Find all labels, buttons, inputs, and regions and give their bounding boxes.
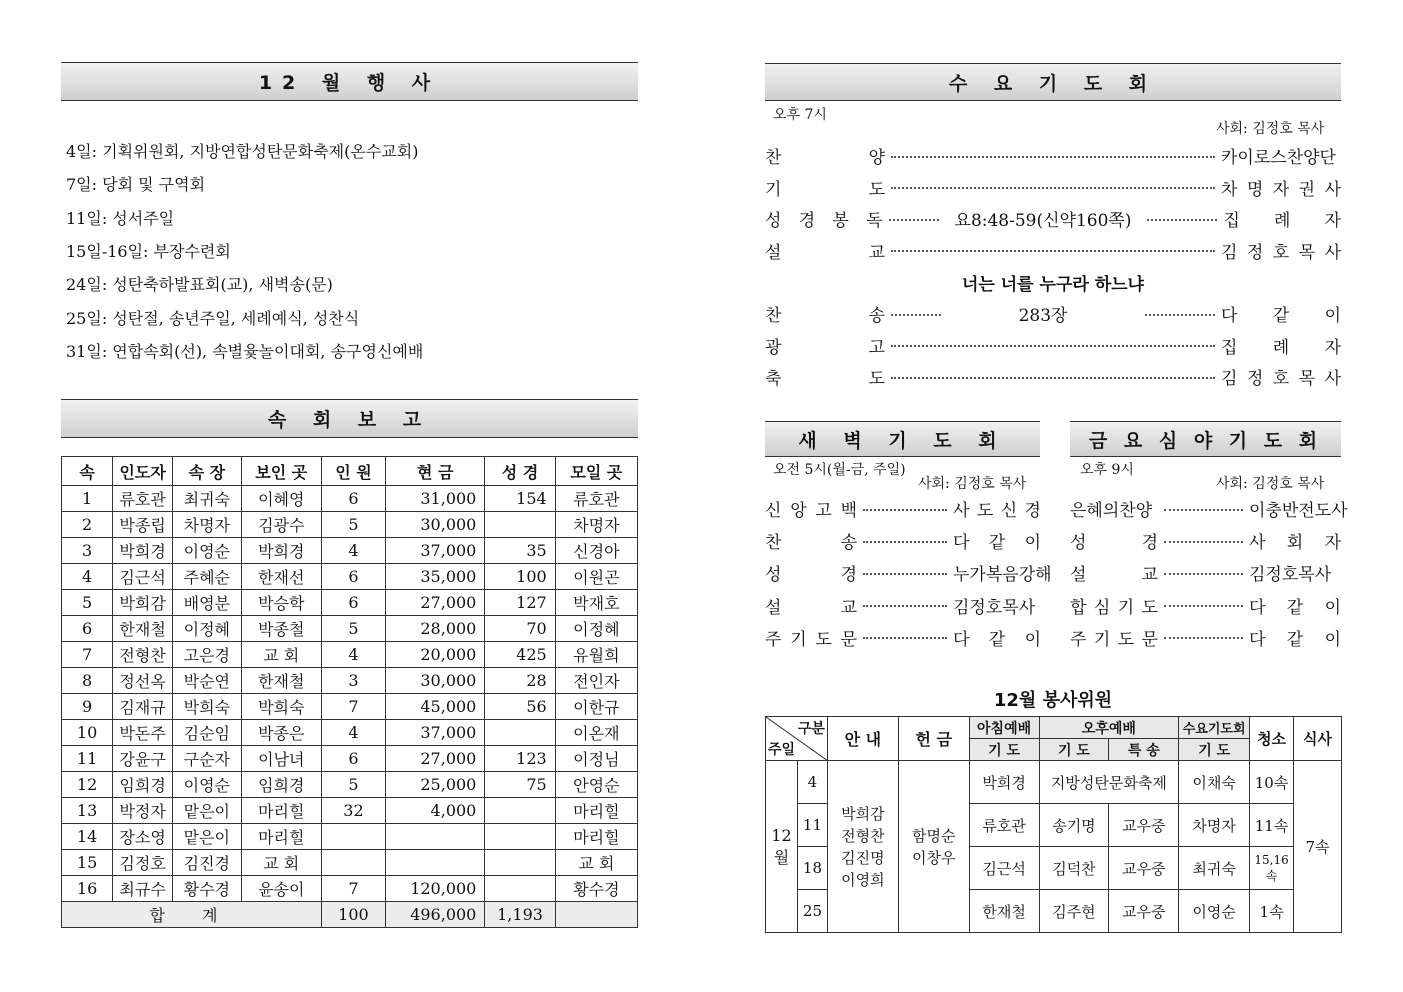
order-item: 성 경 bbox=[765, 565, 857, 586]
afternoon-prayer-cell: 김주현 bbox=[1039, 890, 1109, 933]
table-cell bbox=[485, 876, 555, 902]
order-item: 주 기 도 문 bbox=[765, 629, 857, 650]
table-cell: 3 bbox=[321, 668, 385, 694]
table-cell: 이영순 bbox=[173, 538, 242, 564]
table-cell: 박재호 bbox=[555, 590, 637, 616]
order-who: 김 정 호 목 사 bbox=[1221, 242, 1341, 263]
day-cell: 4 bbox=[797, 761, 827, 804]
dot-leader bbox=[1164, 509, 1243, 511]
table-cell: 김정호 bbox=[113, 850, 173, 876]
offering-cell: 함명순 이창우 bbox=[898, 761, 969, 933]
events-header-text: 12 월 행 사 bbox=[258, 72, 441, 94]
column-header: 모일 곳 bbox=[555, 457, 637, 486]
dawn-leader: 사회: 김정호 목사 bbox=[918, 476, 1027, 492]
event-item: 7일: 당회 및 구역회 bbox=[66, 175, 206, 195]
table-cell: 35,000 bbox=[386, 564, 485, 590]
table-cell: 14 bbox=[62, 824, 113, 850]
column-header: 속 bbox=[62, 457, 113, 486]
morning-prayer-cell: 류호관 bbox=[969, 804, 1039, 847]
order-line bbox=[765, 560, 1052, 586]
order-line bbox=[1070, 593, 1341, 618]
table-cell: 5 bbox=[321, 772, 385, 798]
total-label: 합 계 bbox=[62, 902, 322, 928]
table-cell: 70 bbox=[485, 616, 555, 642]
order-line bbox=[765, 364, 1341, 389]
wed-prayer-cell: 최귀숙 bbox=[1179, 847, 1250, 890]
order-line bbox=[1070, 496, 1348, 521]
clean-header: 청소 bbox=[1250, 717, 1294, 761]
table-cell: 맡은이 bbox=[173, 798, 242, 824]
table-cell: 정선옥 bbox=[113, 668, 173, 694]
table-row bbox=[62, 798, 638, 824]
order-who: 김 정 호 목 사 bbox=[1221, 369, 1341, 389]
table-cell: 123 bbox=[485, 746, 555, 772]
table-cell: 박희숙 bbox=[173, 694, 242, 720]
order-who: 집 례 자 bbox=[1221, 337, 1341, 358]
table-row bbox=[62, 616, 638, 642]
total-empty bbox=[555, 902, 637, 928]
order-item: 합 심 기 도 bbox=[1070, 597, 1158, 618]
order-item: 성 경 봉 독 bbox=[765, 211, 883, 231]
column-header: 성 경 bbox=[485, 457, 555, 486]
table-cell: 마리힐 bbox=[555, 824, 637, 850]
order-item: 광 고 bbox=[765, 337, 885, 358]
table-cell: 30,000 bbox=[386, 668, 485, 694]
table-cell: 12 bbox=[62, 772, 113, 798]
table-cell: 이정혜 bbox=[555, 616, 637, 642]
table-cell: 이남녀 bbox=[241, 746, 321, 772]
table-cell: 4 bbox=[62, 564, 113, 590]
order-line bbox=[765, 625, 1041, 650]
morning-header: 아침예배 bbox=[969, 717, 1039, 739]
events-header bbox=[61, 62, 638, 101]
table-cell: 37,000 bbox=[386, 538, 485, 564]
cell-report-header-row bbox=[62, 457, 638, 486]
table-cell: 맡은이 bbox=[173, 824, 242, 850]
column-header: 인도자 bbox=[113, 457, 173, 486]
dot-leader bbox=[863, 605, 947, 607]
table-cell: 20,000 bbox=[386, 642, 485, 668]
table-cell: 박순연 bbox=[173, 668, 242, 694]
friday-leader: 사회: 김정호 목사 bbox=[1216, 476, 1325, 492]
table-cell: 마리힐 bbox=[241, 798, 321, 824]
order-item: 신 앙 고 백 bbox=[765, 501, 857, 521]
order-item: 축 도 bbox=[765, 369, 885, 389]
order-line bbox=[765, 496, 1041, 521]
dot-leader bbox=[891, 377, 1215, 379]
order-who: 사 도 신 경 bbox=[953, 501, 1041, 521]
cell-report-header-text: 속 회 보 고 bbox=[267, 409, 432, 431]
table-cell: 임희경 bbox=[241, 772, 321, 798]
table-cell: 425 bbox=[485, 642, 555, 668]
order-line bbox=[765, 301, 1341, 326]
friday-header bbox=[1070, 421, 1341, 457]
table-cell: 27,000 bbox=[386, 746, 485, 772]
dot-leader bbox=[889, 219, 939, 221]
order-item: 설 교 bbox=[765, 597, 857, 618]
table-cell: 박승학 bbox=[241, 590, 321, 616]
table-row bbox=[62, 642, 638, 668]
table-cell: 박희숙 bbox=[241, 694, 321, 720]
table-cell: 한재철 bbox=[241, 668, 321, 694]
gubun-corner bbox=[766, 717, 828, 761]
order-who: 집 례 자 bbox=[1223, 211, 1341, 231]
table-row bbox=[62, 850, 638, 876]
month-cell: 12 월 bbox=[766, 761, 798, 933]
table-cell: 31,000 bbox=[386, 486, 485, 512]
morning-prayer-cell: 김근석 bbox=[969, 847, 1039, 890]
table-cell: 4 bbox=[321, 642, 385, 668]
table-cell: 한재선 bbox=[241, 564, 321, 590]
table-cell: 고은경 bbox=[173, 642, 242, 668]
clean-cell: 1속 bbox=[1250, 890, 1294, 933]
friday-header-text: 금 요 심 야 기 도 회 bbox=[1088, 429, 1323, 452]
wed-prayer-cell: 이채숙 bbox=[1179, 761, 1250, 804]
table-cell: 4 bbox=[321, 720, 385, 746]
meal-header: 식사 bbox=[1294, 717, 1342, 761]
table-row bbox=[62, 720, 638, 746]
table-cell: 6 bbox=[321, 486, 385, 512]
table-cell: 임희경 bbox=[113, 772, 173, 798]
order-who: 다 같 이 bbox=[1249, 597, 1341, 618]
table-cell: 전인자 bbox=[555, 668, 637, 694]
order-item: 성 경 bbox=[1070, 533, 1158, 554]
table-cell: 류호관 bbox=[113, 486, 173, 512]
table-cell: 4,000 bbox=[386, 798, 485, 824]
table-cell: 주혜순 bbox=[173, 564, 242, 590]
dot-leader bbox=[1147, 219, 1217, 221]
afternoon-prayer-cell: 김덕찬 bbox=[1039, 847, 1109, 890]
table-cell: 마리힐 bbox=[241, 824, 321, 850]
dot-leader bbox=[1164, 573, 1243, 575]
table-cell: 30,000 bbox=[386, 512, 485, 538]
table-row bbox=[62, 564, 638, 590]
table-cell: 11 bbox=[62, 746, 113, 772]
table-cell: 박정자 bbox=[113, 798, 173, 824]
cell-report-header bbox=[61, 399, 638, 438]
table-cell: 박돈주 bbox=[113, 720, 173, 746]
table-cell: 강윤구 bbox=[113, 746, 173, 772]
morning-prayer-cell: 박희경 bbox=[969, 761, 1039, 804]
juil-label: 주일 bbox=[768, 742, 796, 758]
table-row bbox=[62, 486, 638, 512]
table-cell: 120,000 bbox=[386, 876, 485, 902]
table-cell bbox=[485, 720, 555, 746]
column-header: 인 원 bbox=[321, 457, 385, 486]
table-row bbox=[62, 590, 638, 616]
table-cell: 교 회 bbox=[241, 850, 321, 876]
wed-prayer-header: 기 도 bbox=[1179, 739, 1250, 761]
table-cell: 13 bbox=[62, 798, 113, 824]
wed-prayer-cell: 차명자 bbox=[1179, 804, 1250, 847]
event-item: 4일: 기획위원회, 지방연합성탄문화축제(온수교회) bbox=[66, 142, 419, 161]
order-line bbox=[765, 206, 1341, 231]
wednesday-header-text: 수 요 기 도 회 bbox=[948, 72, 1158, 95]
table-cell: 이한규 bbox=[555, 694, 637, 720]
wednesday-leader: 사회: 김정호 목사 bbox=[1216, 121, 1325, 137]
wed-header: 수요기도회 bbox=[1179, 717, 1250, 739]
afternoon-prayer-cell: 송기명 bbox=[1039, 804, 1109, 847]
order-item: 은혜의찬양 bbox=[1070, 501, 1153, 521]
dot-leader bbox=[863, 541, 947, 543]
table-cell: 김근석 bbox=[113, 564, 173, 590]
table-cell bbox=[485, 798, 555, 824]
order-who: 다 같 이 bbox=[1249, 629, 1341, 650]
table-cell: 한재철 bbox=[113, 616, 173, 642]
table-cell bbox=[321, 850, 385, 876]
dot-leader bbox=[891, 314, 941, 316]
table-cell bbox=[386, 850, 485, 876]
wednesday-time: 오후 7시 bbox=[773, 107, 827, 123]
table-cell: 8 bbox=[62, 668, 113, 694]
table-cell: 16 bbox=[62, 876, 113, 902]
table-cell: 황수경 bbox=[555, 876, 637, 902]
clean-cell: 15,16속 bbox=[1250, 847, 1294, 890]
table-row bbox=[62, 694, 638, 720]
special-song-cell: 교우중 bbox=[1109, 890, 1179, 933]
friday-time: 오후 9시 bbox=[1080, 462, 1134, 478]
order-who: 차 명 자 권 사 bbox=[1221, 179, 1341, 200]
table-cell: 김순임 bbox=[173, 720, 242, 746]
morning-prayer-header: 기 도 bbox=[969, 739, 1039, 761]
table-row bbox=[62, 746, 638, 772]
order-mid: 283장 bbox=[1018, 306, 1068, 326]
table-row bbox=[62, 538, 638, 564]
table-cell: 김광수 bbox=[241, 512, 321, 538]
table-cell: 1 bbox=[62, 486, 113, 512]
table-cell: 차명자 bbox=[555, 512, 637, 538]
order-line bbox=[1070, 625, 1341, 650]
table-cell: 황수경 bbox=[173, 876, 242, 902]
total-row bbox=[62, 902, 638, 928]
total-bible: 1,193 bbox=[485, 902, 555, 928]
table-cell: 28 bbox=[485, 668, 555, 694]
order-line bbox=[765, 528, 1041, 553]
table-cell: 류호관 bbox=[555, 486, 637, 512]
table-cell: 박종립 bbox=[113, 512, 173, 538]
table-cell: 안영순 bbox=[555, 772, 637, 798]
cell-report-table bbox=[61, 456, 638, 928]
table-cell: 박종은 bbox=[241, 720, 321, 746]
table-row bbox=[62, 668, 638, 694]
table-cell: 25,000 bbox=[386, 772, 485, 798]
table-cell: 5 bbox=[62, 590, 113, 616]
order-line bbox=[765, 593, 1041, 618]
total-money: 496,000 bbox=[386, 902, 485, 928]
dot-leader bbox=[891, 345, 1215, 347]
afternoon-prayer-header: 기 도 bbox=[1039, 739, 1109, 761]
special-song-cell: 교우중 bbox=[1109, 804, 1179, 847]
table-cell: 7 bbox=[321, 876, 385, 902]
table-cell: 3 bbox=[62, 538, 113, 564]
order-item: 주 기 도 문 bbox=[1070, 629, 1158, 650]
guide-header: 안 내 bbox=[827, 717, 898, 761]
dot-leader bbox=[1164, 637, 1243, 639]
table-cell: 이영순 bbox=[173, 772, 242, 798]
table-cell: 27,000 bbox=[386, 590, 485, 616]
order-line bbox=[765, 333, 1341, 358]
dawn-time: 오전 5시(월-금, 주일) bbox=[773, 462, 906, 478]
table-cell bbox=[485, 824, 555, 850]
table-cell: 박희감 bbox=[113, 590, 173, 616]
table-cell: 35 bbox=[485, 538, 555, 564]
service-table bbox=[765, 716, 1342, 933]
table-cell bbox=[321, 824, 385, 850]
table-cell: 이원곤 bbox=[555, 564, 637, 590]
table-cell: 100 bbox=[485, 564, 555, 590]
day-cell: 18 bbox=[797, 847, 827, 890]
table-cell: 6 bbox=[321, 746, 385, 772]
table-cell: 2 bbox=[62, 512, 113, 538]
order-line bbox=[765, 143, 1341, 168]
order-who: 이충반전도사 bbox=[1249, 501, 1348, 521]
table-cell: 김진경 bbox=[173, 850, 242, 876]
order-who: 사 회 자 bbox=[1249, 533, 1341, 554]
dot-leader bbox=[891, 250, 1215, 252]
order-line bbox=[1070, 528, 1341, 553]
table-cell: 7 bbox=[62, 642, 113, 668]
table-cell: 9 bbox=[62, 694, 113, 720]
table-cell: 이혜영 bbox=[241, 486, 321, 512]
order-line bbox=[1070, 560, 1341, 585]
table-cell: 마리힐 bbox=[555, 798, 637, 824]
order-line bbox=[765, 238, 1341, 263]
order-item: 찬 송 bbox=[765, 533, 857, 554]
table-cell: 127 bbox=[485, 590, 555, 616]
wed-prayer-cell: 이영순 bbox=[1179, 890, 1250, 933]
table-cell: 5 bbox=[321, 512, 385, 538]
table-cell: 최귀숙 bbox=[173, 486, 242, 512]
gubun-label: 구분 bbox=[797, 721, 825, 737]
order-line bbox=[765, 175, 1341, 200]
order-who: 누가복음강해 bbox=[953, 565, 1052, 586]
morning-prayer-cell: 한재철 bbox=[969, 890, 1039, 933]
table-cell: 박희경 bbox=[241, 538, 321, 564]
table-cell: 6 bbox=[321, 564, 385, 590]
table-cell: 구순자 bbox=[173, 746, 242, 772]
table-cell: 6 bbox=[62, 616, 113, 642]
event-item: 24일: 성탄축하발표회(교), 새벽송(문) bbox=[66, 275, 333, 295]
table-cell: 유월희 bbox=[555, 642, 637, 668]
order-who: 다 같 이 bbox=[953, 533, 1041, 554]
dot-leader bbox=[891, 187, 1215, 189]
order-who: 김정호목사 bbox=[1249, 565, 1332, 586]
order-item: 설 교 bbox=[1070, 565, 1158, 586]
wednesday-header bbox=[765, 63, 1341, 101]
dot-leader bbox=[1164, 605, 1243, 607]
afternoon-span-cell: 지방성탄문화축제 bbox=[1039, 761, 1179, 804]
table-cell bbox=[386, 824, 485, 850]
dot-leader bbox=[891, 156, 1215, 158]
service-title: 12월 봉사위원 bbox=[993, 690, 1113, 711]
dot-leader bbox=[863, 573, 947, 575]
table-cell: 4 bbox=[321, 538, 385, 564]
table-cell: 32 bbox=[321, 798, 385, 824]
dawn-header bbox=[765, 421, 1040, 457]
order-who: 다 같 이 bbox=[953, 629, 1041, 650]
order-item: 찬 송 bbox=[765, 306, 885, 326]
order-item: 찬 양 bbox=[765, 148, 885, 168]
table-cell: 최규수 bbox=[113, 876, 173, 902]
table-cell: 장소영 bbox=[113, 824, 173, 850]
sermon-title: 너는 너를 누구라 하느냐 bbox=[962, 275, 1144, 295]
table-cell: 박종철 bbox=[241, 616, 321, 642]
table-cell: 신경아 bbox=[555, 538, 637, 564]
table-row bbox=[62, 876, 638, 902]
day-cell: 25 bbox=[797, 890, 827, 933]
order-who: 카이로스찬양단 bbox=[1221, 148, 1336, 168]
offering-header: 헌 금 bbox=[898, 717, 969, 761]
event-item: 31일: 연합속회(선), 속별윷놀이대회, 송구영신예배 bbox=[66, 341, 424, 361]
meal-cell: 7속 bbox=[1294, 761, 1342, 933]
order-item: 기 도 bbox=[765, 179, 885, 200]
table-cell: 윤송이 bbox=[241, 876, 321, 902]
dot-leader bbox=[1145, 314, 1215, 316]
column-header: 보인 곳 bbox=[241, 457, 321, 486]
dot-leader bbox=[1164, 541, 1243, 543]
table-cell: 이정혜 bbox=[173, 616, 242, 642]
clean-cell: 11속 bbox=[1250, 804, 1294, 847]
table-cell bbox=[485, 850, 555, 876]
table-cell bbox=[485, 512, 555, 538]
dot-leader bbox=[863, 509, 947, 511]
special-song-header: 특 송 bbox=[1109, 739, 1179, 761]
table-row bbox=[62, 772, 638, 798]
table-row bbox=[62, 824, 638, 850]
special-song-cell: 교우중 bbox=[1109, 847, 1179, 890]
total-people: 100 bbox=[321, 902, 385, 928]
guides-cell: 박희감 전형찬 김진명 이영희 bbox=[827, 761, 898, 933]
table-cell: 이정님 bbox=[555, 746, 637, 772]
table-cell: 교 회 bbox=[555, 850, 637, 876]
clean-cell: 10속 bbox=[1250, 761, 1294, 804]
day-cell: 11 bbox=[797, 804, 827, 847]
table-cell: 전형찬 bbox=[113, 642, 173, 668]
event-item: 11일: 성서주일 bbox=[66, 208, 175, 228]
table-row bbox=[62, 512, 638, 538]
order-item: 설 교 bbox=[765, 242, 885, 263]
column-header: 속 장 bbox=[173, 457, 242, 486]
table-cell: 154 bbox=[485, 486, 555, 512]
afternoon-header: 오후예배 bbox=[1039, 717, 1179, 739]
table-cell: 6 bbox=[321, 590, 385, 616]
table-cell: 28,000 bbox=[386, 616, 485, 642]
event-item: 25일: 성탄절, 송년주일, 세례예식, 성찬식 bbox=[66, 308, 360, 328]
dot-leader bbox=[863, 637, 947, 639]
table-cell: 37,000 bbox=[386, 720, 485, 746]
order-who: 김정호목사 bbox=[953, 597, 1036, 618]
table-cell: 이온재 bbox=[555, 720, 637, 746]
table-cell: 56 bbox=[485, 694, 555, 720]
order-who: 다 같 이 bbox=[1221, 306, 1341, 326]
column-header: 현 금 bbox=[386, 457, 485, 486]
table-cell: 75 bbox=[485, 772, 555, 798]
table-cell: 15 bbox=[62, 850, 113, 876]
table-cell: 차명자 bbox=[173, 512, 242, 538]
table-cell: 박희경 bbox=[113, 538, 173, 564]
table-cell: 김재규 bbox=[113, 694, 173, 720]
table-cell: 교 회 bbox=[241, 642, 321, 668]
dawn-header-text: 새 벽 기 도 회 bbox=[798, 429, 1007, 452]
event-item: 15일-16일: 부장수련회 bbox=[66, 241, 231, 261]
table-cell: 5 bbox=[321, 616, 385, 642]
table-cell: 배영분 bbox=[173, 590, 242, 616]
order-mid: 요8:48-59(신약160쪽) bbox=[954, 211, 1132, 231]
table-cell: 45,000 bbox=[386, 694, 485, 720]
table-cell: 10 bbox=[62, 720, 113, 746]
table-cell: 7 bbox=[321, 694, 385, 720]
